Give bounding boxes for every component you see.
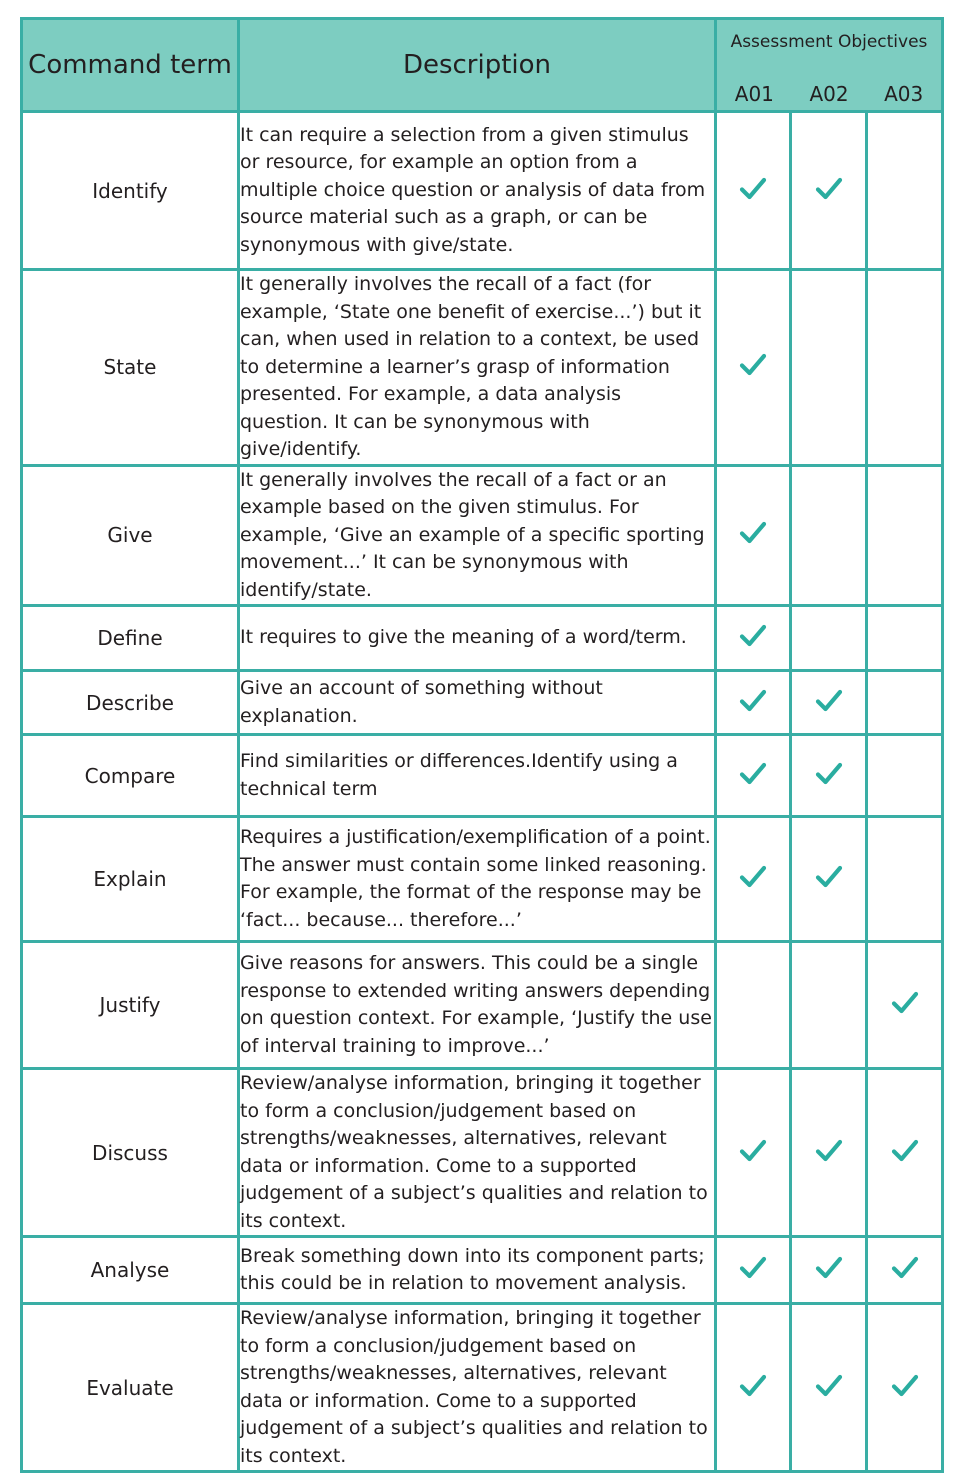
ao3-cell [867,606,943,671]
ao1-cell [716,735,791,817]
command-term-cell: Analyse [22,1237,239,1304]
ao2-cell [791,112,867,270]
checkmark-icon [738,621,768,651]
table-body [22,112,943,1472]
command-term-cell: Describe [22,671,239,735]
ao3-cell [867,1237,943,1304]
command-term-cell: Compare [22,735,239,817]
ao1-cell [716,1237,791,1304]
header-assessment-objectives [716,19,943,112]
ao1-cell [716,1069,791,1237]
checkmark-icon [814,862,844,892]
ao2-cell [791,1237,867,1304]
checkmark-icon [738,518,768,548]
ao3-cell [867,942,943,1069]
assessment-objectives-title: Assessment Objectives [730,32,928,52]
checkmark-icon [738,350,768,380]
description-cell: Review/analyse information, bringing it together to form a conclusion/judgement based on strengths/weaknesses, alternatives, relevant data or information. Come to a supported judgement of a subject’s qualities and relation to its context. [239,1304,716,1472]
ao1-cell [716,606,791,671]
checkmark-icon [738,1253,768,1283]
header-row [22,19,943,112]
checkmark-icon [738,1371,768,1401]
ao1-cell [716,942,791,1069]
ao2-cell [791,1304,867,1472]
ao1-cell [716,270,791,466]
ao2-cell [791,270,867,466]
description-cell: Requires a justification/exemplification of a point. The answer must contain some linked reasoning. For example, the format of the response may be ‘fact... because... therefore...’ [239,817,716,942]
checkmark-icon [814,1371,844,1401]
ao2-cell [791,1069,867,1237]
checkmark-icon [738,862,768,892]
description-cell: Break something down into its component parts; this could be in relation to movement analysis. [239,1237,716,1304]
table-row [22,606,943,671]
checkmark-icon [814,1136,844,1166]
description-cell: Find similarities or differences.Identify using a technical term [239,735,716,817]
table-row [22,735,943,817]
ao3-cell [867,465,943,606]
checkmark-icon [890,1371,920,1401]
header-ao3: A03 [884,82,924,106]
description-cell: Review/analyse information, bringing it together to form a conclusion/judgement based on strengths/weaknesses, alternatives, relevant data or information. Come to a supported judgement of a subject’s qualities and relation to its context. [239,1069,716,1237]
ao1-cell [716,1304,791,1472]
table-row [22,112,943,270]
description-cell: Give an account of something without explanation. [239,671,716,735]
ao1-cell [716,112,791,270]
table-row [22,942,943,1069]
checkmark-icon [814,759,844,789]
table-row [22,671,943,735]
checkmark-icon [738,759,768,789]
description-cell: It generally involves the recall of a fact (for example, ‘State one benefit of exercise...’) but it can, when used in relation to a context, be used to determine a learner’s grasp of information presented. For example, a data analysis question. It can be synonymous with give/identify. [239,270,716,466]
ao2-cell [791,606,867,671]
ao2-cell [791,671,867,735]
ao3-cell [867,735,943,817]
table-row [22,465,943,606]
ao3-cell [867,1069,943,1237]
ao3-cell [867,671,943,735]
command-term-cell: Explain [22,817,239,942]
checkmark-icon [814,1253,844,1283]
table-row [22,817,943,942]
ao3-cell [867,270,943,466]
ao1-cell [716,465,791,606]
command-terms-table [20,17,944,1473]
checkmark-icon [814,174,844,204]
header-ao2: A02 [809,82,849,106]
table-row [22,270,943,466]
table-row [22,1069,943,1237]
checkmark-icon [738,174,768,204]
command-term-cell: Identify [22,112,239,270]
checkmark-icon [814,686,844,716]
checkmark-icon [890,988,920,1018]
header-description: Description [239,19,716,112]
command-term-cell: Discuss [22,1069,239,1237]
command-term-cell: Justify [22,942,239,1069]
command-term-cell: Evaluate [22,1304,239,1472]
description-cell: It can require a selection from a given stimulus or resource, for example an option from a multiple choice question or analysis of data from source material such as a graph, or can be synonymous with give/state. [239,112,716,270]
ao1-cell [716,671,791,735]
header-command-term: Command term [22,19,239,112]
command-term-cell: Define [22,606,239,671]
ao-column-labels [717,80,941,110]
ao2-cell [791,942,867,1069]
description-cell: It requires to give the meaning of a word/term. [239,606,716,671]
ao3-cell [867,1304,943,1472]
checkmark-icon [890,1136,920,1166]
ao1-cell [716,817,791,942]
table-row [22,1237,943,1304]
command-term-cell: Give [22,465,239,606]
ao3-cell [867,817,943,942]
header-ao1: A01 [734,82,774,106]
ao3-cell [867,112,943,270]
table-row [22,1304,943,1472]
ao2-cell [791,465,867,606]
checkmark-icon [890,1253,920,1283]
ao2-cell [791,735,867,817]
checkmark-icon [738,1136,768,1166]
checkmark-icon [738,686,768,716]
ao2-cell [791,817,867,942]
command-term-cell: State [22,270,239,466]
description-cell: It generally involves the recall of a fact or an example based on the given stimulus. For example, ‘Give an example of a specific sporting movement...’ It can be synonymous with identify/state. [239,465,716,606]
description-cell: Give reasons for answers. This could be a single response to extended writing answers depending on question context. For example, ‘Justify the use of interval training to improve...’ [239,942,716,1069]
